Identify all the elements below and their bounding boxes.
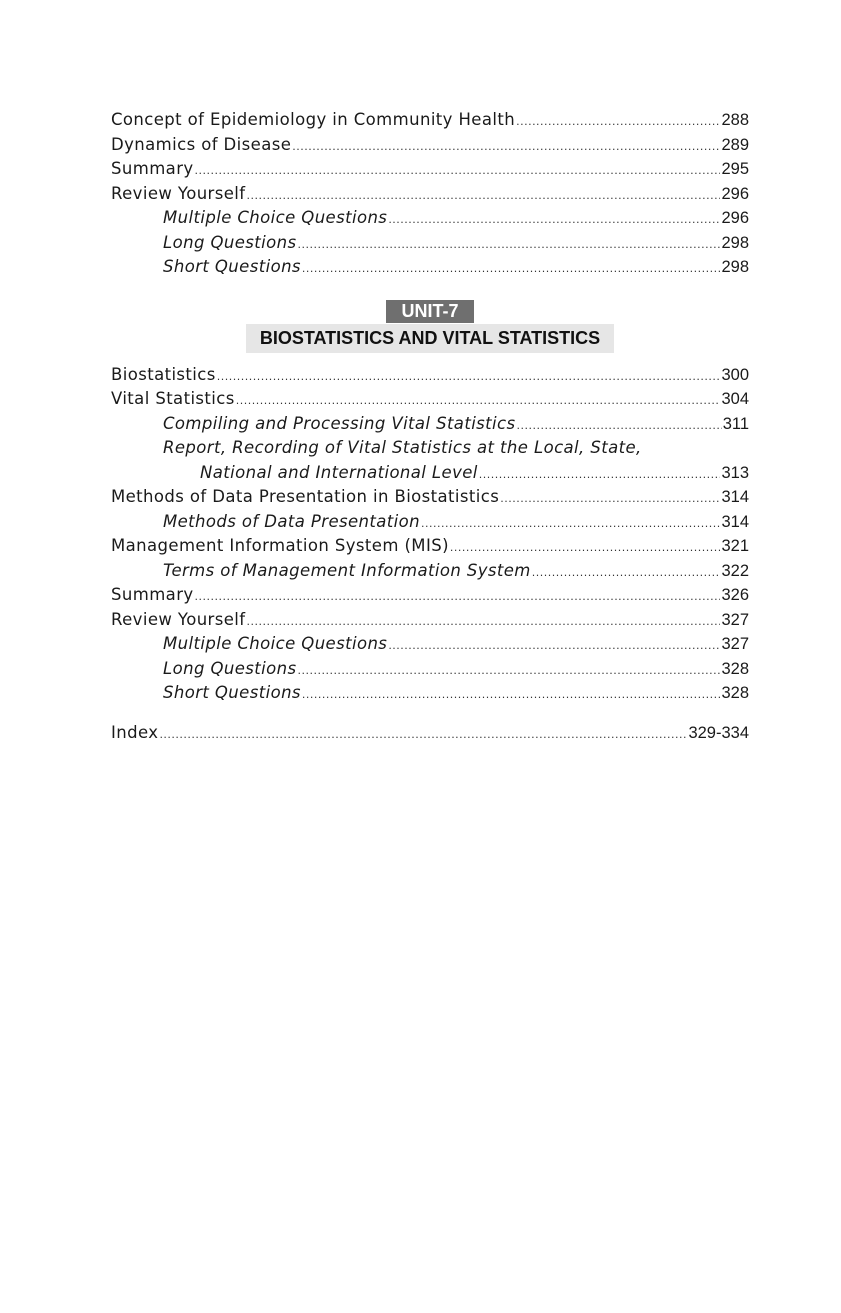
toc-entry-label: Compiling and Processing Vital Statistics xyxy=(163,413,516,433)
dot-leader xyxy=(297,233,720,258)
toc-entry xyxy=(111,157,749,182)
toc-entry-label: Multiple Choice Questions xyxy=(163,208,388,227)
dot-leader xyxy=(236,389,721,414)
toc-subentry xyxy=(111,206,749,231)
toc-entry xyxy=(111,363,749,388)
dot-leader xyxy=(421,512,720,537)
toc-entry-label: Concept of Epidemiology in Community Health xyxy=(111,110,516,129)
toc-entry-label: Terms of Management Information System xyxy=(163,560,531,580)
toc-subentry xyxy=(111,461,749,486)
toc-entry-page: 314 xyxy=(721,512,749,531)
dot-leader xyxy=(388,634,720,659)
toc-entry-label: Summary xyxy=(111,585,194,604)
toc-entry-label: Methods of Data Presentation xyxy=(163,511,420,531)
dot-leader xyxy=(292,135,720,160)
dot-leader xyxy=(246,610,720,635)
toc-entry-page: 296 xyxy=(721,209,749,227)
dot-leader xyxy=(297,659,720,684)
toc-entry-page: 328 xyxy=(721,659,749,678)
dot-leader xyxy=(302,257,721,282)
toc-entry-label: Long Questions xyxy=(163,232,297,252)
toc-entry xyxy=(111,387,749,412)
dot-leader xyxy=(195,585,721,610)
toc-entry-label: Short Questions xyxy=(163,683,301,702)
dot-leader xyxy=(516,110,720,135)
toc-entry-page: 313 xyxy=(721,463,749,482)
toc-entry xyxy=(111,108,749,133)
dot-leader xyxy=(388,208,720,233)
toc-entry xyxy=(111,133,749,158)
toc-subentry xyxy=(111,657,749,682)
toc-entry-label: Multiple Choice Questions xyxy=(163,634,388,653)
toc-entry-label: Summary xyxy=(111,159,194,178)
toc-entry xyxy=(111,534,749,559)
toc-entry-page: 300 xyxy=(721,365,749,384)
toc-entry-label: Short Questions xyxy=(163,257,301,276)
toc-subentry xyxy=(111,412,749,437)
toc-entry-label: Biostatistics xyxy=(111,364,216,384)
toc-subentry xyxy=(111,510,749,535)
dot-leader xyxy=(479,463,721,488)
toc-subentry xyxy=(111,632,749,657)
toc-subentry xyxy=(111,436,749,461)
toc-entry-page: 327 xyxy=(721,610,749,629)
dot-leader xyxy=(532,561,721,586)
toc-entry-page: 288 xyxy=(721,111,749,129)
toc-entry-page: 328 xyxy=(721,684,749,702)
toc-entry-label: Review Yourself xyxy=(111,609,246,629)
toc-entry-index xyxy=(111,721,749,746)
dot-leader xyxy=(159,723,687,748)
toc-subentry xyxy=(111,681,749,706)
unit-title: BIOSTATISTICS AND VITAL STATISTICS xyxy=(246,324,614,353)
toc-entry-page: 326 xyxy=(721,586,749,604)
toc-subentry xyxy=(111,255,749,280)
toc-entry-page: 311 xyxy=(722,414,749,433)
toc-entry-label: Index xyxy=(111,722,159,742)
toc-entry-page: 327 xyxy=(721,635,749,653)
toc-entry-page: 295 xyxy=(721,160,749,178)
toc-entry-label: Management Information System (MIS) xyxy=(111,536,449,555)
toc-entry-label: Review Yourself xyxy=(111,183,246,203)
toc-entry-page: 322 xyxy=(721,561,749,580)
dot-leader xyxy=(450,536,721,561)
toc-entry-label: Long Questions xyxy=(163,658,297,678)
toc-entry-label: Report, Recording of Vital Statistics at the Local, State, xyxy=(163,438,642,457)
toc-entry-label: National and International Level xyxy=(200,462,478,482)
dot-leader xyxy=(517,414,722,439)
toc-entry-label: Methods of Data Presentation in Biostatistics xyxy=(111,487,500,506)
table-of-contents xyxy=(111,108,749,745)
toc-entry-page: 296 xyxy=(721,184,749,203)
unit-badge: UNIT-7 xyxy=(386,300,473,323)
toc-entry-page: 329-334 xyxy=(688,723,749,742)
toc-entry-label: Dynamics of Disease xyxy=(111,134,292,154)
unit-heading xyxy=(111,300,749,353)
toc-entry xyxy=(111,583,749,608)
toc-subentry xyxy=(111,231,749,256)
toc-entry-page: 298 xyxy=(721,258,749,276)
dot-leader xyxy=(217,365,721,390)
section-gap xyxy=(111,706,749,721)
toc-subentry xyxy=(111,559,749,584)
dot-leader xyxy=(246,184,720,209)
dot-leader xyxy=(195,159,721,184)
toc-entry-page: 321 xyxy=(721,537,749,555)
toc-entry-page: 289 xyxy=(721,135,749,154)
toc-section-unit7 xyxy=(111,363,749,706)
toc-entry xyxy=(111,608,749,633)
dot-leader xyxy=(500,487,720,512)
toc-entry-page: 304 xyxy=(721,390,749,408)
toc-entry-label: Vital Statistics xyxy=(111,389,235,408)
toc-entry-page: 298 xyxy=(721,233,749,252)
toc-entry xyxy=(111,485,749,510)
dot-leader xyxy=(302,683,721,708)
toc-entry xyxy=(111,182,749,207)
toc-entry-page: 314 xyxy=(721,488,749,506)
toc-section-top xyxy=(111,108,749,280)
